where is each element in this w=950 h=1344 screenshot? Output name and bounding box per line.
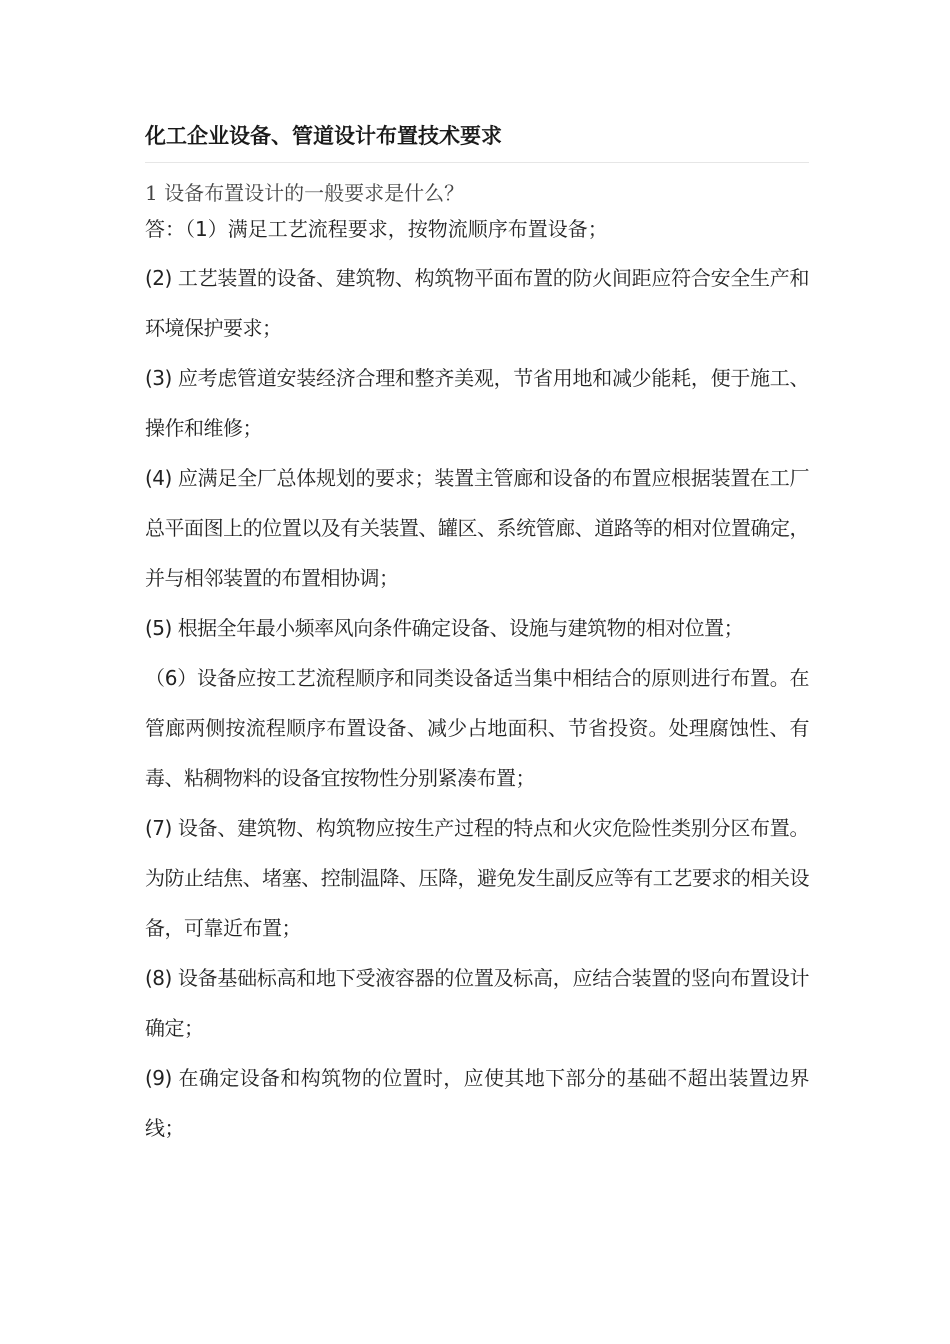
answer-lead: 答：（1）满足工艺流程要求，按物流顺序布置设备； [145,217,608,241]
answer-item-7: (7) 设备、建筑物、构筑物应按生产过程的特点和火灾危险性类别分区布置。为防止结焦、堵塞、控制温降、压降，避免发生副反应等有工艺要求的相关设备，可靠近布置； [145,816,809,940]
answer-item-3: (3) 应考虑管道安装经济合理和整齐美观，节省用地和减少能耗，便于施工、操作和维修； [145,366,809,440]
answer-body [145,211,809,1153]
document-title: 化工企业设备、管道设计布置技术要求 [145,123,502,148]
answer-item-8: (8) 设备基础标高和地下受液容器的位置及标高，应结合装置的竖向布置设计确定； [145,966,809,1040]
question-heading: 1 设备布置设计的一般要求是什么？ [145,181,465,205]
answer-item-6: （6）设备应按工艺流程顺序和同类设备适当集中相结合的原则进行布置。在管廊两侧按流程顺序布置设备、减少占地面积、节省投资。处理腐蚀性、有毒、粘稠物料的设备宜按物性分别紧凑布置； [145,666,809,790]
document-page [145,118,809,1153]
title-divider [145,162,809,163]
answer-item-5: (5) 根据全年最小频率风向条件确定设备、设施与建筑物的相对位置； [145,616,744,640]
answer-item-2: (2) 工艺装置的设备、建筑物、构筑物平面布置的防火间距应符合安全生产和环境保护要求； [145,266,809,340]
answer-item-9: (9) 在确定设备和构筑物的位置时，应使其地下部分的基础不超出装置边界线； [145,1066,809,1140]
answer-item-4: (4) 应满足全厂总体规划的要求；装置主管廊和设备的布置应根据装置在工厂总平面图上的位置以及有关装置、罐区、系统管廊、道路等的相对位置确定，并与相邻装置的布置相协调； [145,466,809,590]
